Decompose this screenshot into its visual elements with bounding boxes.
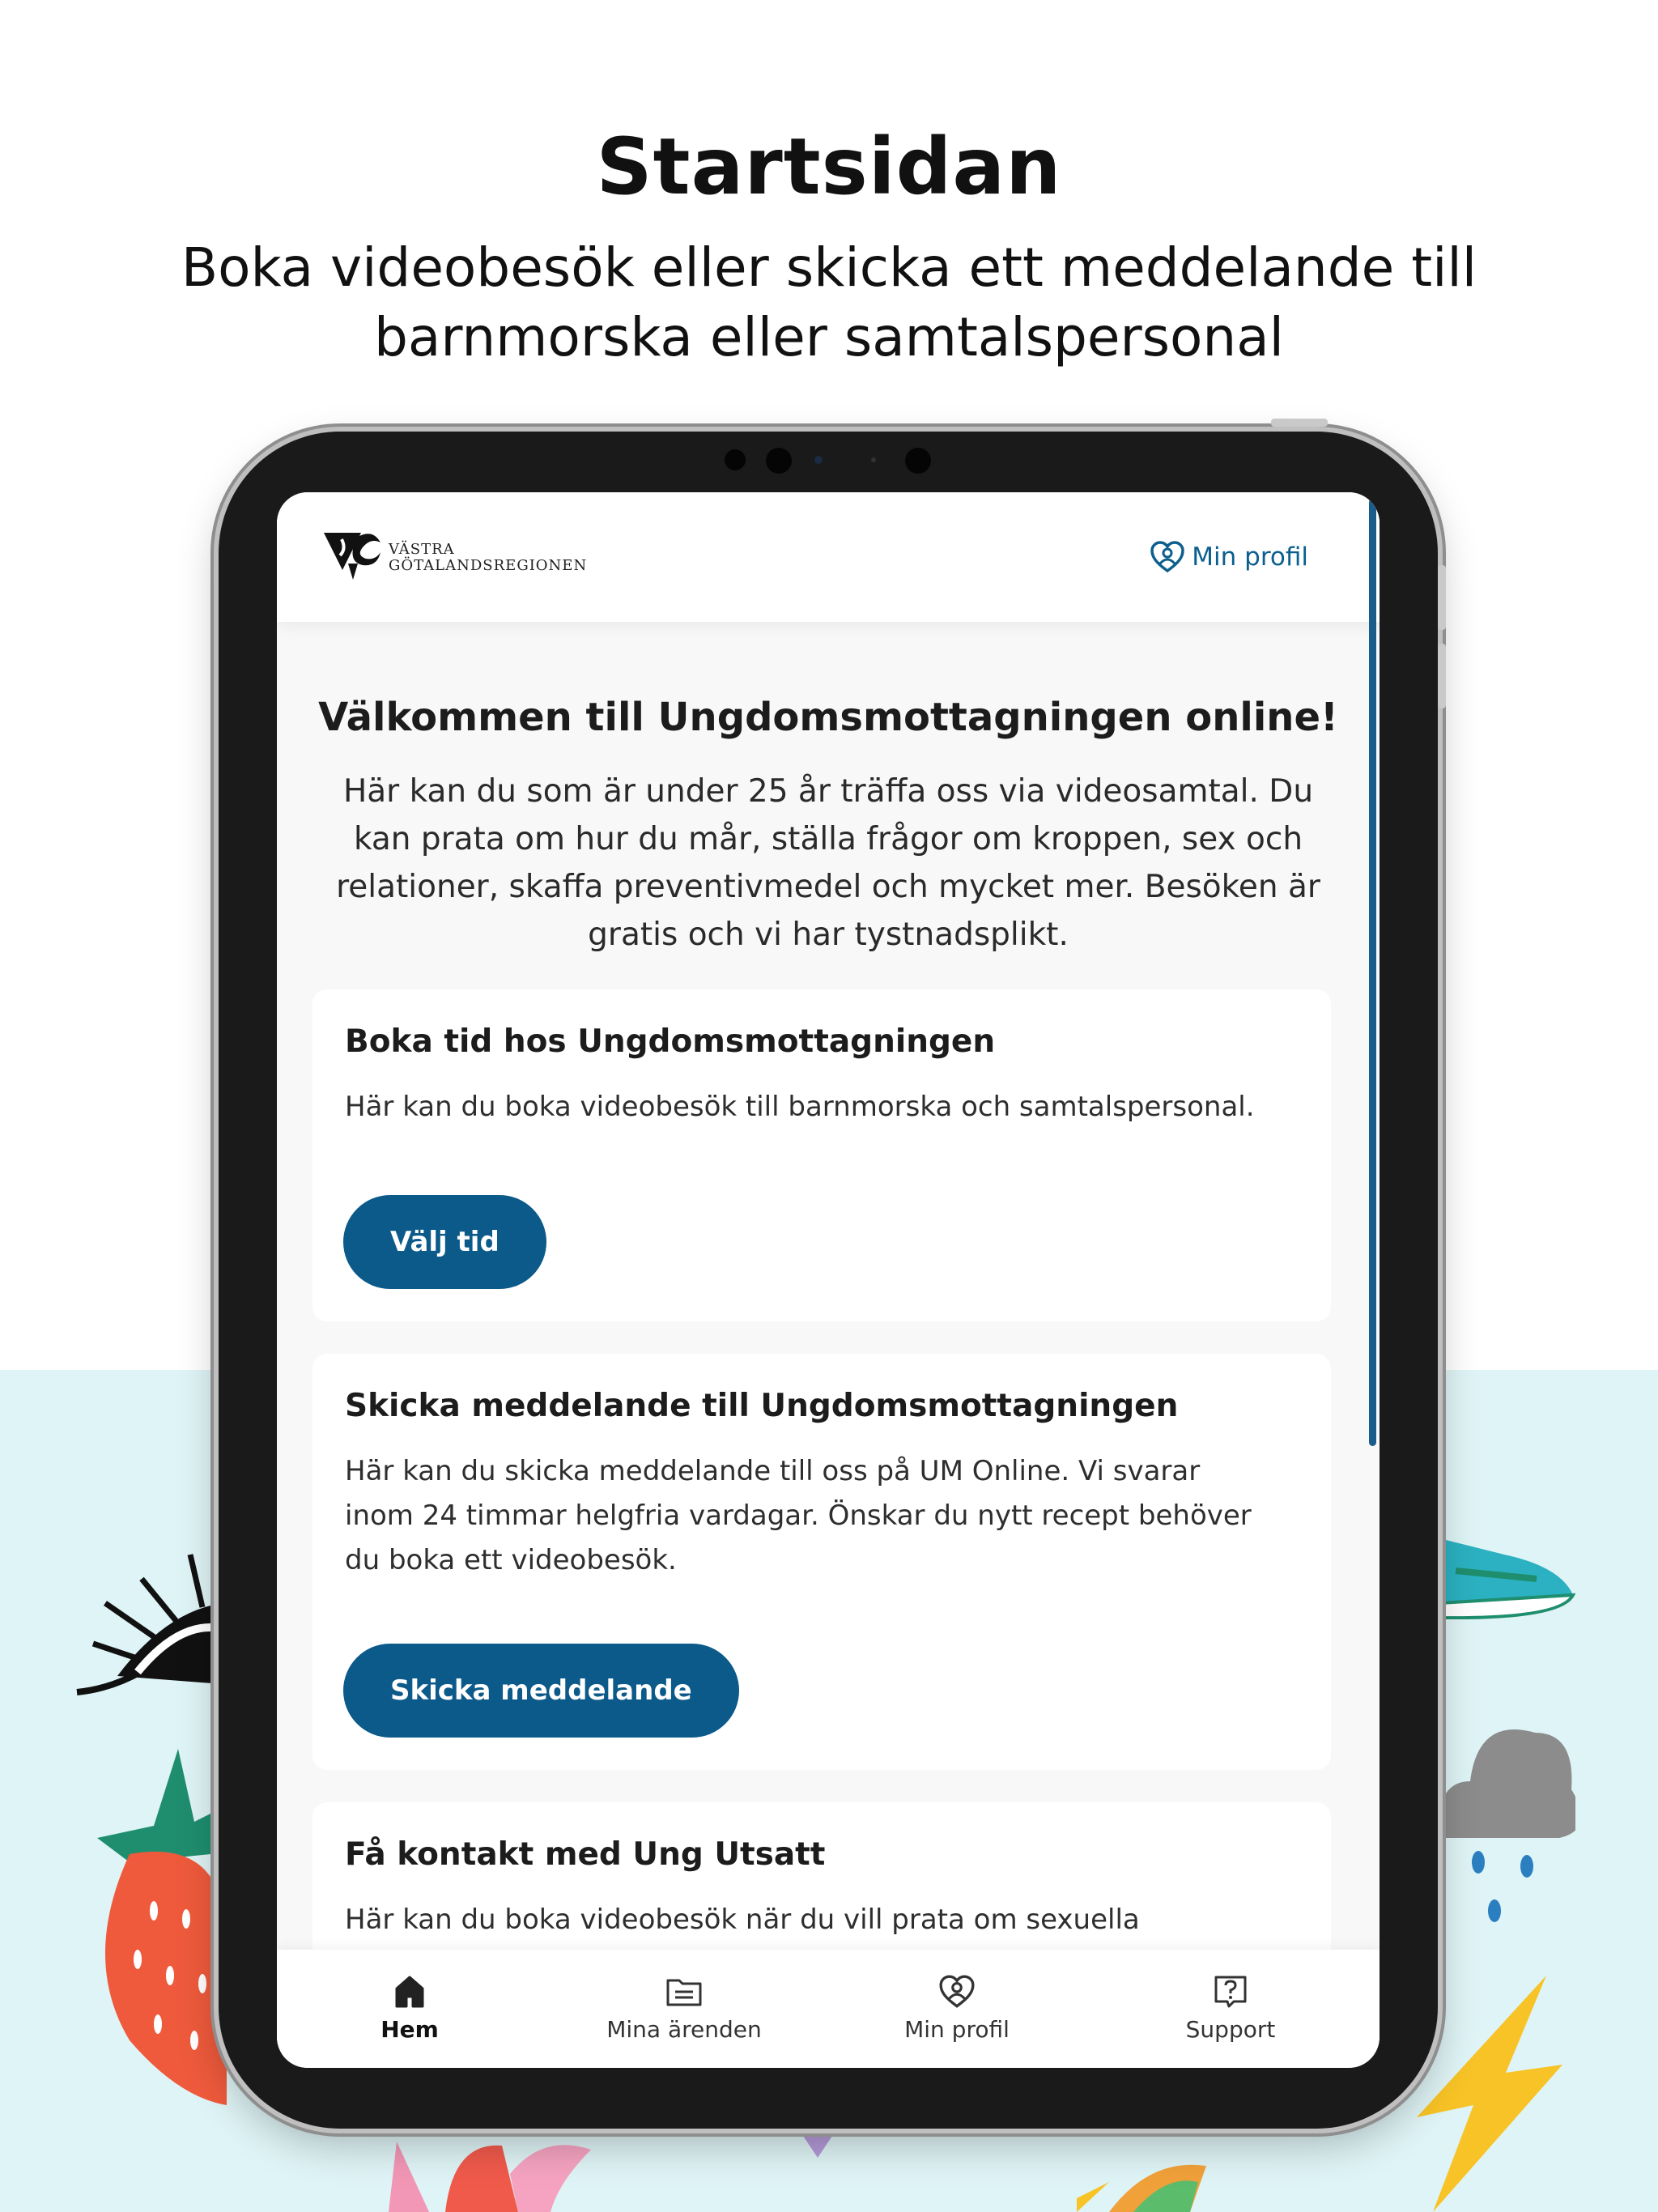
nav-label-home: Hem [380,2016,439,2043]
vgr-logo-icon [324,531,382,585]
nav-item-profile[interactable] [835,1967,1078,2043]
help-icon [1213,1974,1248,2010]
ung-utsatt-card-text: Här kan du boka videobesök när du vill prata om sexuella [345,1904,1140,1936]
camera-dot [725,449,746,470]
folder-icon [665,1976,703,2008]
nav-label-cases: Mina ärenden [606,2016,762,2043]
heart-person-icon [938,1975,976,2009]
nav-item-cases[interactable] [563,1967,806,2043]
booking-card-text: Här kan du boka videobesök till barnmorska och samtalspersonal. [345,1091,1255,1123]
booking-card [312,989,1331,1321]
header-profile-link[interactable] [1150,541,1308,573]
welcome-title: Välkommen till Ungdomsmottagningen online! [318,695,1338,740]
vgr-logo-text [389,542,587,574]
nav-item-support[interactable] [1109,1967,1352,2043]
logo-line-1: VÄSTRA [389,541,455,558]
shoe-illustration-icon [1439,1522,1577,1619]
choose-time-button[interactable]: Välj tid [343,1195,546,1289]
tablet-volume-down [1438,644,1446,708]
app-header [277,492,1380,622]
scrollbar[interactable] [1369,499,1376,1446]
welcome-text: Här kan du som är under 25 år träffa oss via videosamtal. Du kan prata om hur du mår, ställa frågor om kroppen, sex och relationer, skaffa preventivmedel och mycket mer. Besöken är gratis och vi har tystnadsplikt. [336,773,1320,953]
camera-dot [766,448,792,474]
tablet-top-button [1271,419,1328,427]
nav-item-home[interactable] [288,1967,531,2043]
ung-utsatt-card-title: Få kontakt med Ung Utsatt [345,1836,826,1873]
camera-dot [871,457,876,462]
header-profile-label: Min profil [1192,542,1308,572]
vgr-logo[interactable] [324,531,587,585]
app-screen [277,492,1380,2068]
camera-dot [814,456,823,464]
logo-line-2: GÖTALANDSREGIONEN [389,557,588,574]
marketing-headline: Startsidan [596,121,1062,212]
booking-card-title: Boka tid hos Ungdomsmottagningen [345,1023,996,1060]
message-card [312,1354,1331,1770]
tablet-volume-up [1438,565,1446,630]
bottom-illustrations-icon [380,2125,1312,2212]
nav-label-profile: Min profil [904,2016,1010,2043]
eye-illustration-icon [69,1506,231,1700]
subheadline-line-1: Boka videobesök eller skicka ett meddelande till [181,236,1477,299]
home-icon [393,1974,426,2010]
nav-label-support: Support [1185,2016,1276,2043]
message-card-text: Här kan du skicka meddelande till oss på UM Online. Vi svarar inom 24 timmar helgfria vardagar. Önskar du nytt recept behöver du boka ett videobesök. [345,1455,1252,1576]
strawberry-illustration-icon [81,1749,227,2105]
marketing-subheadline [121,233,1537,372]
tablet-device [219,432,1438,2129]
subheadline-line-2: barnmorska eller samtalspersonal [374,306,1284,368]
cloud-illustration-icon [1438,1668,1575,1927]
bottom-navigation [277,1950,1380,2068]
heart-person-icon [1150,541,1185,573]
camera-dot [905,448,931,474]
message-card-title: Skicka meddelande till Ungdomsmottagningen [345,1388,1179,1424]
send-message-button[interactable]: Skicka meddelande [343,1644,739,1738]
